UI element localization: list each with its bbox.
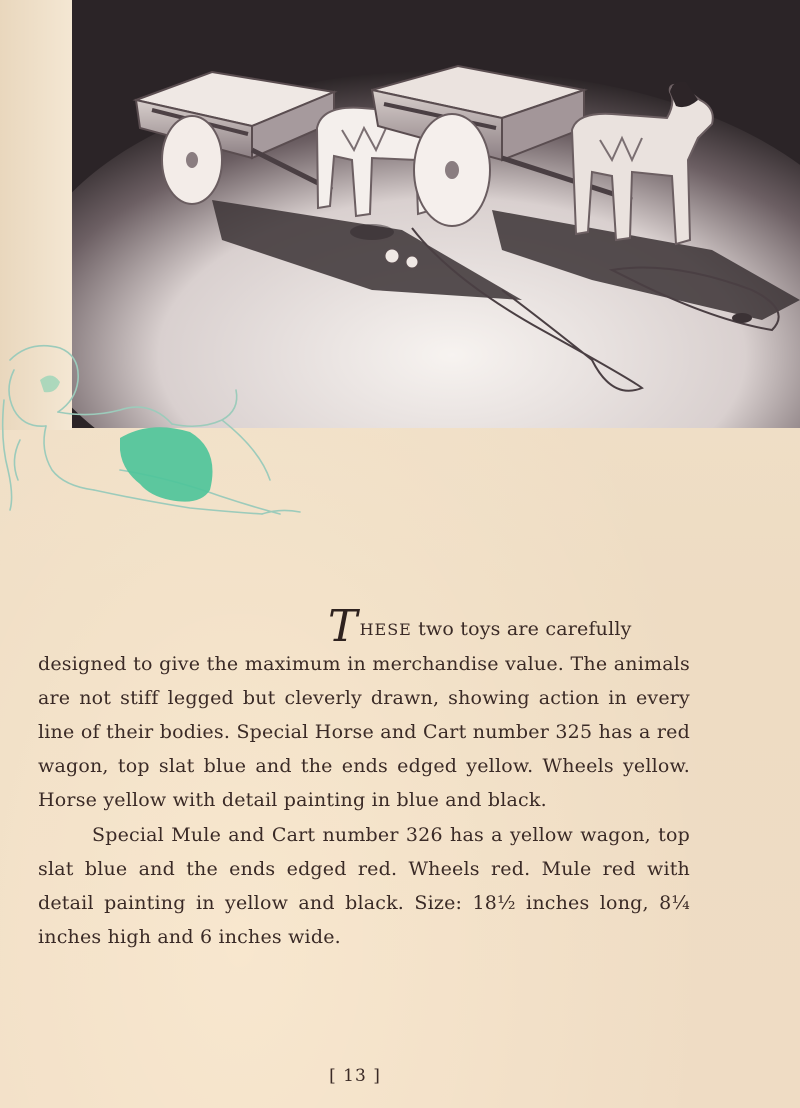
paragraph-1-body: designed to give the maximum in merchandise value. The animals are not stiff legged but cleverly drawn, showing action in every line of their bodies. Special Horse and Cart number 325 has a red wagon, top slat blue and the ends edged yellow. Wheels yellow. Horse yellow with detail painting in blue and black.: [38, 653, 690, 811]
drop-cap: T: [328, 601, 358, 652]
opening-caps: HESE: [359, 620, 412, 639]
opening-line: [38, 601, 690, 652]
child-illustration: [0, 300, 320, 540]
description-paragraph-1: [38, 601, 690, 817]
opening-rest: two toys are carefully: [411, 618, 632, 640]
product-description: [38, 601, 690, 954]
page-number: [ 13 ]: [329, 1066, 381, 1086]
green-garment: [120, 427, 213, 501]
description-paragraph-2: Special Mule and Cart number 326 has a yellow wagon, top slat blue and the ends edged red. Wheels red. Mule red with detail painting in yellow and black. Size: 18½ inches long, 8¼ inches high and 6 inches wide.: [38, 824, 690, 948]
